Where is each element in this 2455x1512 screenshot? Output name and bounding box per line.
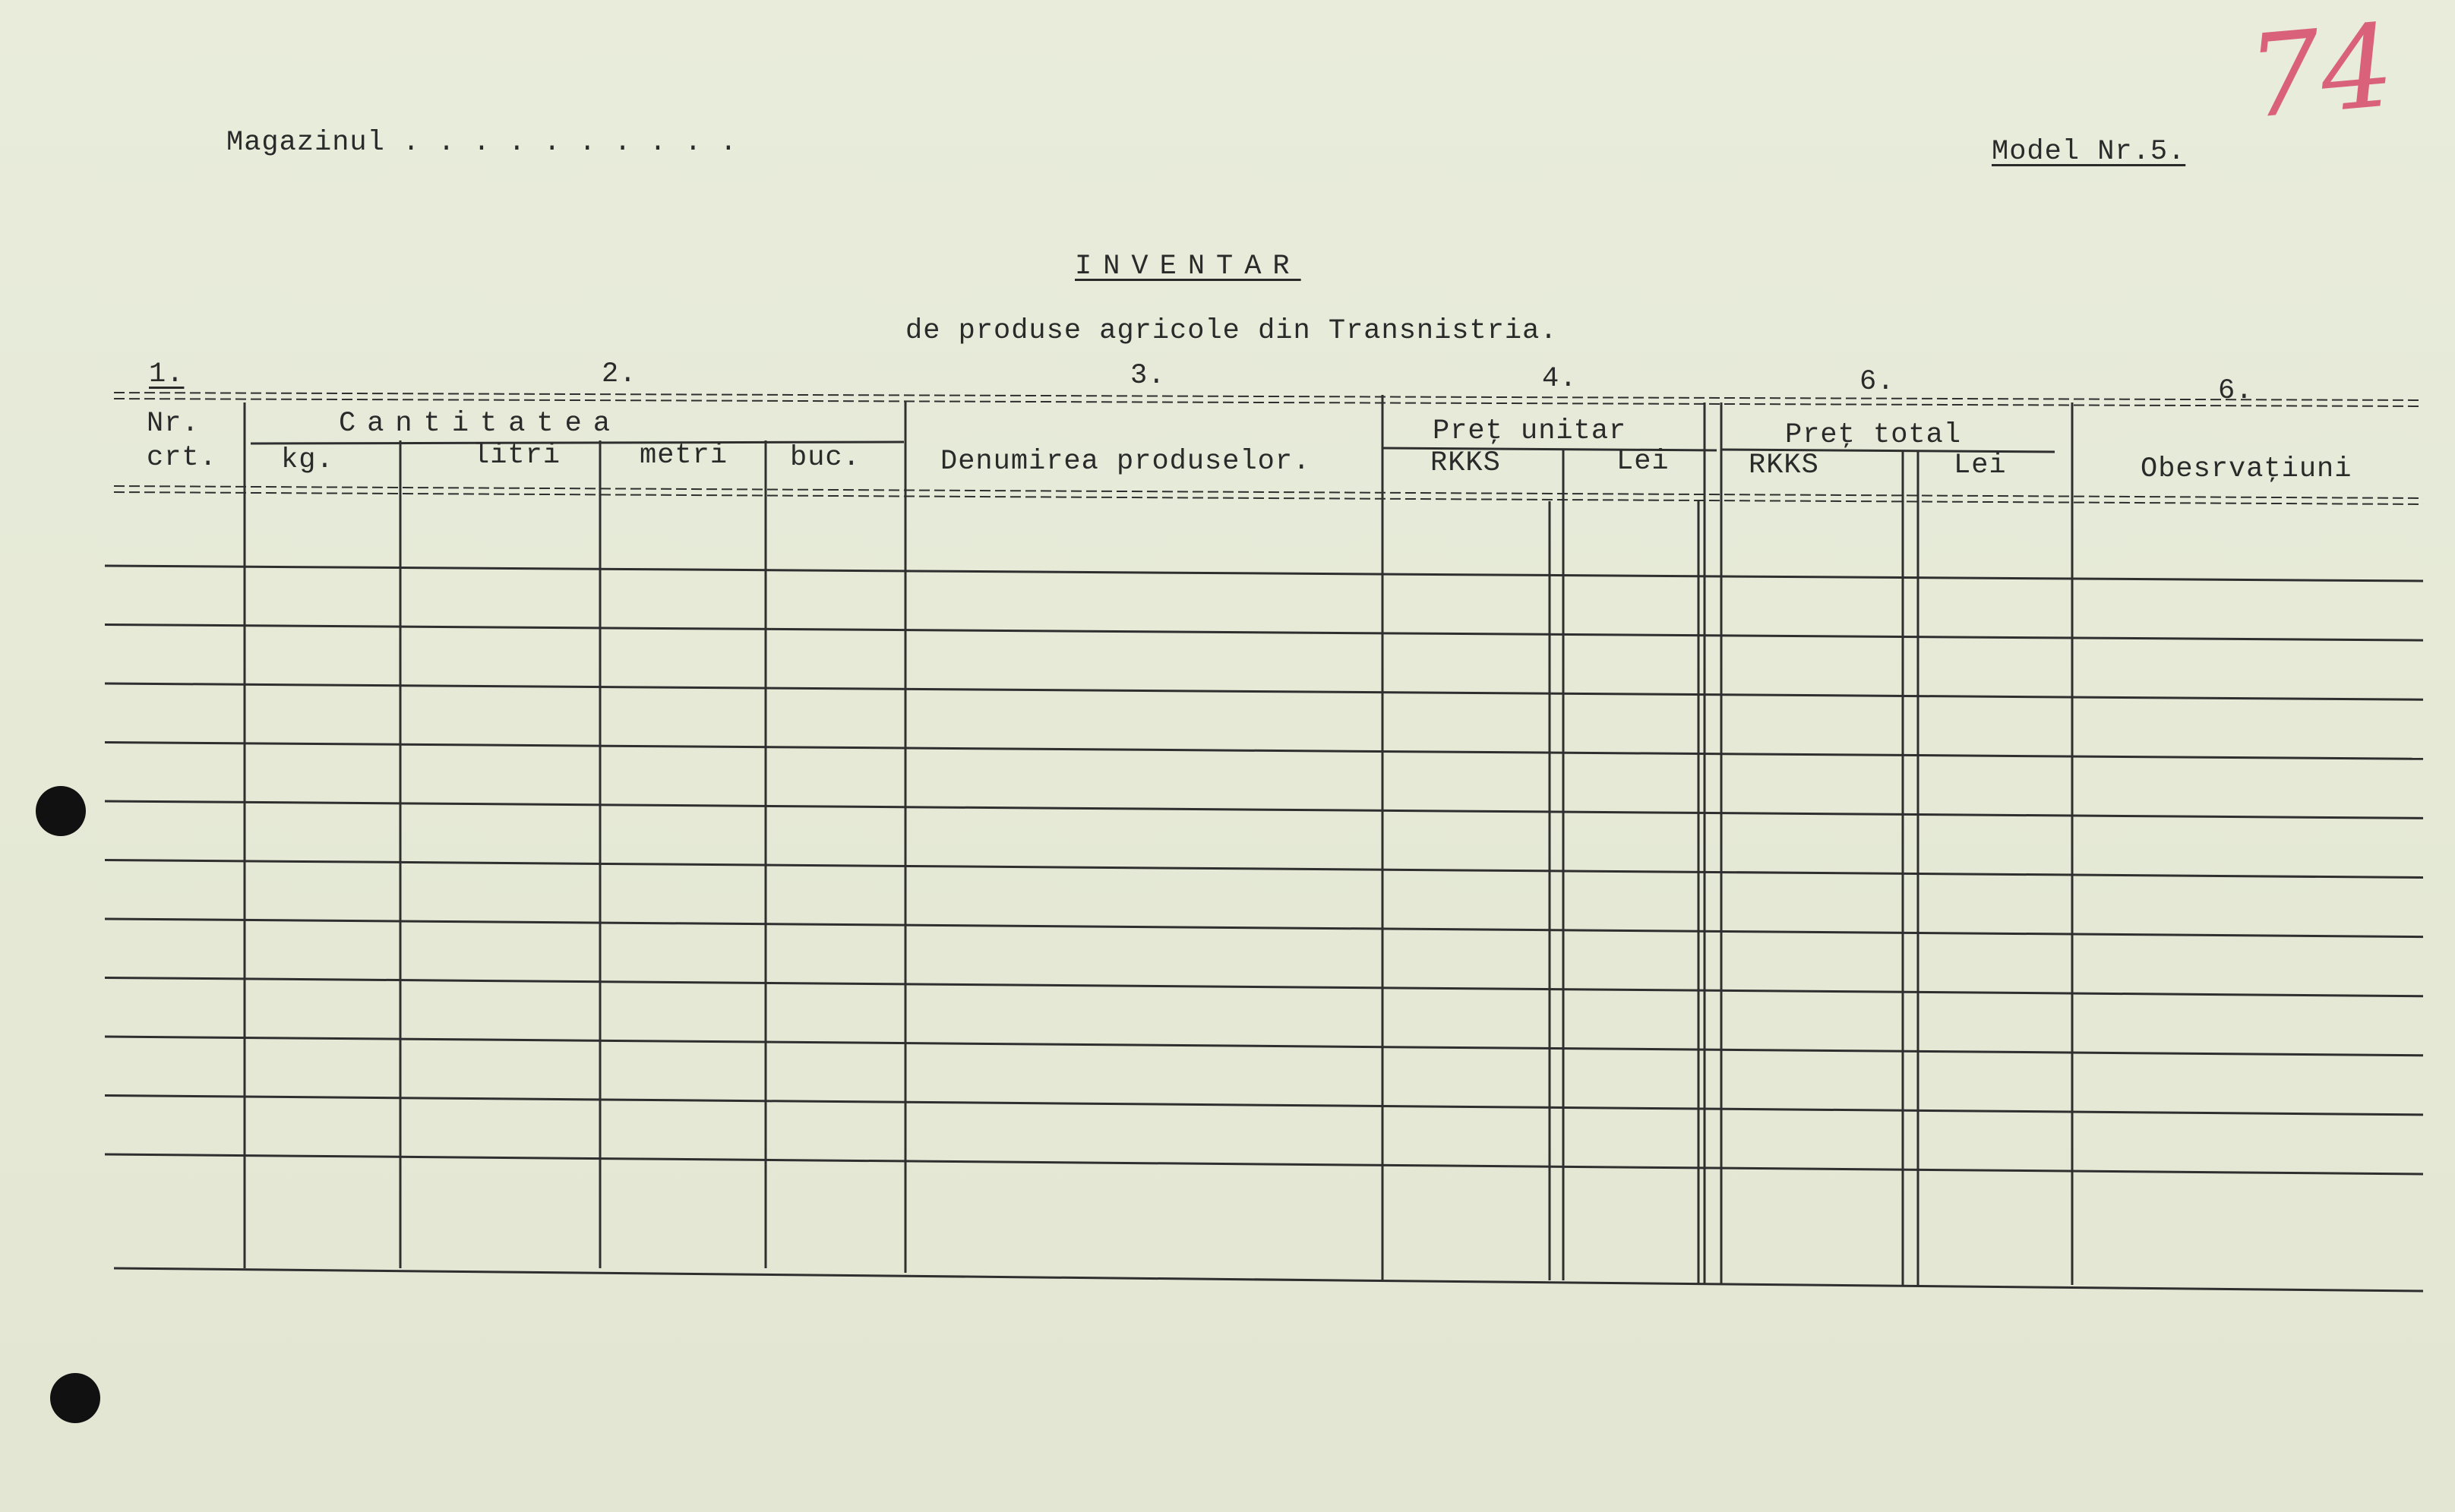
table-row: [105, 860, 2423, 878]
header-rkks-unitar: RKKS: [1430, 447, 1501, 479]
column-number-6: 6.: [2218, 375, 2254, 407]
header-metri: metri: [640, 440, 728, 472]
table-row: [105, 919, 2423, 937]
column-number-2: 2.: [602, 358, 637, 390]
header-pret-unitar: Preţ unitar: [1433, 415, 1627, 447]
document-subtitle: de produse agricole din Transnistria.: [905, 315, 1558, 347]
header-nr: Nr.: [147, 408, 200, 440]
table-row: [105, 1037, 2423, 1056]
table-row: [105, 1096, 2423, 1115]
table-row: [105, 1154, 2423, 1174]
header-bottom-rule: [114, 486, 2423, 498]
column-number-5: 6.: [1859, 366, 1895, 398]
punch-hole-top: [36, 786, 86, 836]
header-top-rule: [114, 393, 2423, 400]
header-lei-total: Lei: [1954, 450, 2007, 481]
header-lei-unitar: Lei: [1616, 446, 1670, 478]
table-row: [105, 801, 2423, 818]
table-row: [105, 683, 2423, 699]
table-row: [105, 743, 2423, 759]
table-row: [105, 978, 2423, 996]
column-number-1: 1.: [149, 358, 185, 390]
store-label: Magazinul . . . . . . . . . .: [226, 127, 738, 159]
header-denumirea: Denumirea produselor.: [940, 446, 1311, 478]
header-bottom-rule: [114, 492, 2423, 504]
punch-hole-bottom: [50, 1373, 100, 1423]
table-bottom-rule: [114, 1268, 2423, 1291]
table-row: [105, 566, 2423, 581]
column-number-3: 3.: [1130, 360, 1166, 392]
header-pret-total: Preţ total: [1785, 419, 1962, 451]
header-buc: buc.: [790, 442, 861, 474]
header-cantitatea: Cantitatea: [339, 408, 622, 440]
column-number-4: 4.: [1542, 363, 1578, 395]
header-litri: litri: [472, 440, 561, 472]
header-crt: crt.: [147, 442, 217, 474]
header-rkks-total: RKKS: [1749, 450, 1819, 481]
handwritten-page-number: 74: [2242, 0, 2400, 144]
table-row: [105, 625, 2423, 641]
document-title: INVENTAR: [1075, 251, 1301, 283]
header-kg: kg.: [281, 444, 334, 476]
header-observatiuni: Obesrvaţiuni: [2141, 453, 2352, 485]
model-label: Model Nr.5.: [1992, 136, 2186, 168]
